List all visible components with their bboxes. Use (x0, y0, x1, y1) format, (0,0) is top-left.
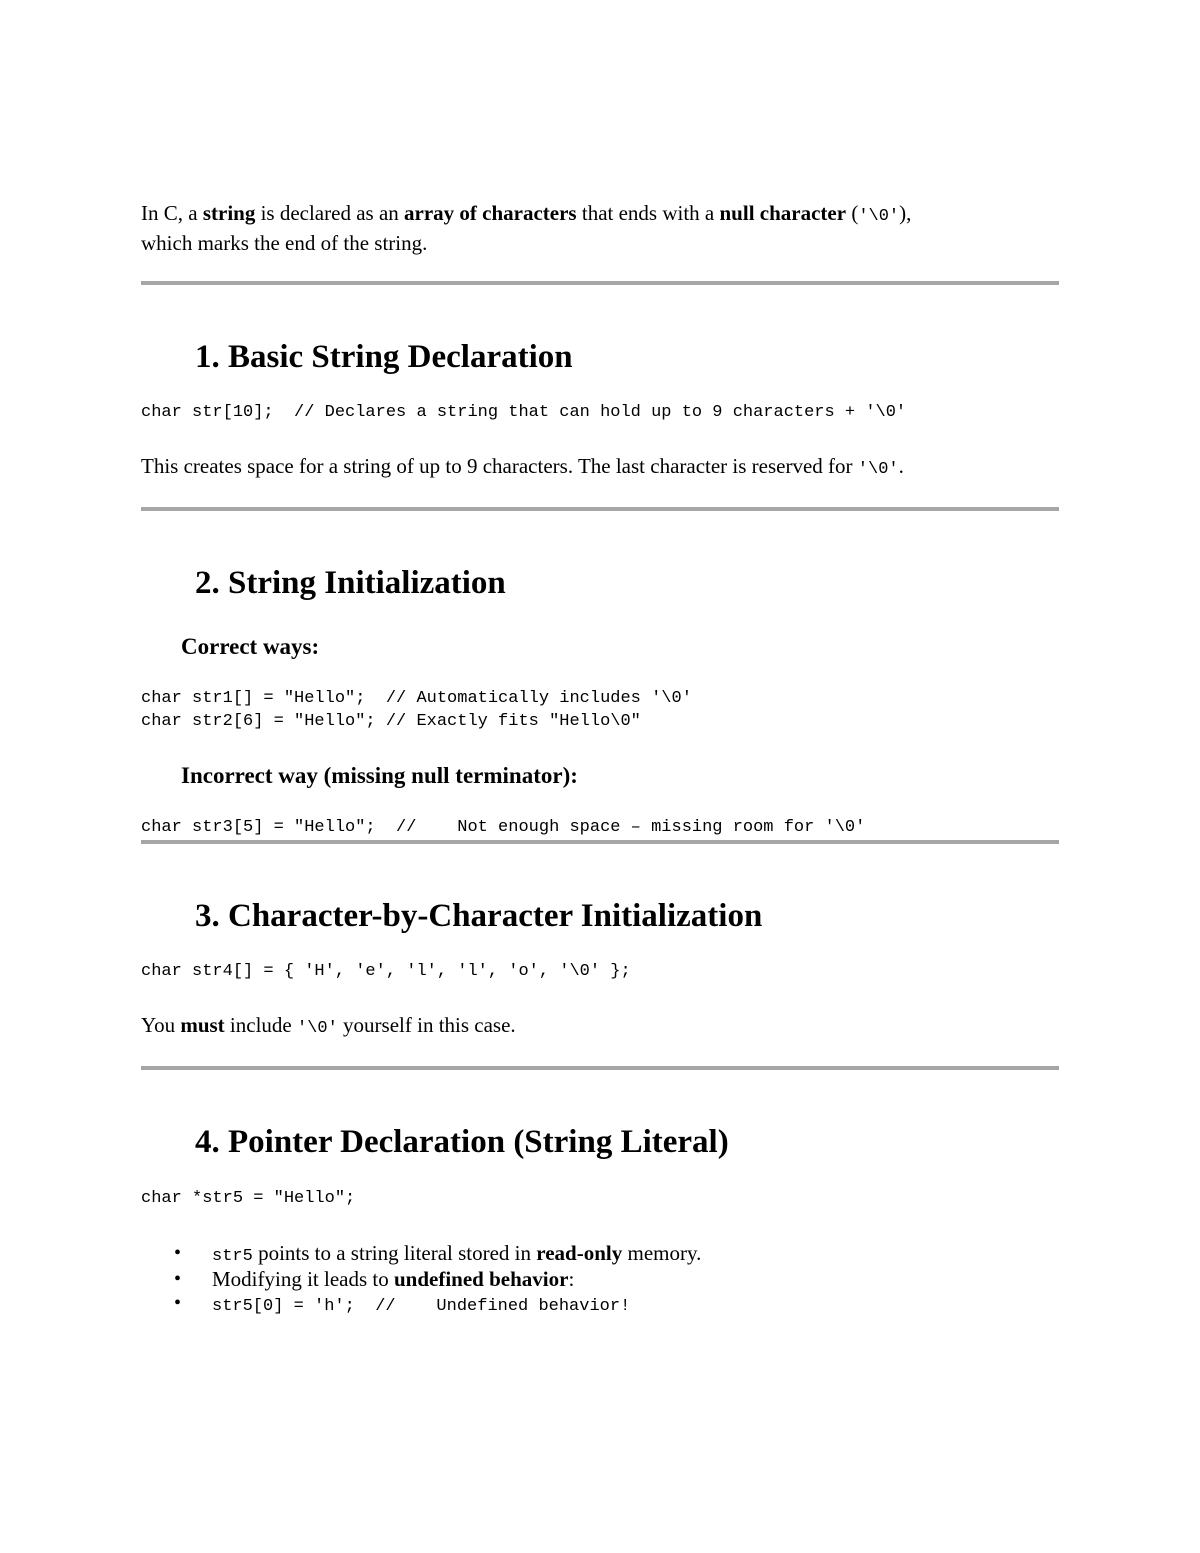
intro-text: is declared as an (255, 201, 405, 225)
section-4-bullet-list (141, 1240, 701, 1314)
paragraph-text: You (141, 1013, 181, 1037)
inline-code: str5 (212, 1247, 253, 1266)
list-text: Modifying it leads to (212, 1267, 394, 1291)
incorrect-way-code: char str3[5] = "Hello"; // Not enough space – missing room for '\0' (141, 818, 866, 837)
bullet-icon: • (174, 1242, 182, 1264)
inline-code: '\0' (857, 460, 899, 479)
paragraph-text: . (898, 454, 904, 478)
section-3-title: 3. Character-by-Character Initialization (195, 898, 763, 934)
list-item (141, 1266, 701, 1292)
section-3-code: char str4[] = { 'H', 'e', 'l', 'l', 'o', '\0' }; (141, 962, 631, 981)
intro-text: In C, a (141, 201, 203, 225)
intro-line-1 (141, 200, 911, 230)
intro-bold-array: array of characters (404, 201, 577, 225)
section-3-paragraph (141, 1012, 516, 1042)
paragraph-text: This creates space for a string of up to 9 characters. The last character is reserved for (141, 454, 858, 478)
section-4-code: char *str5 = "Hello"; (141, 1189, 356, 1208)
list-text: points to a string literal stored in (252, 1241, 537, 1265)
paragraph-text: include (224, 1013, 297, 1037)
section-divider (141, 1066, 1059, 1070)
section-1-paragraph (141, 453, 904, 483)
section-4-title: 4. Pointer Declaration (String Literal) (195, 1124, 729, 1160)
list-text: : (568, 1267, 575, 1291)
inline-code: '\0' (296, 1019, 338, 1038)
intro-bold-string: string (202, 201, 256, 225)
intro-text: ), (899, 201, 912, 225)
section-1-title: 1. Basic String Declaration (195, 339, 573, 375)
list-bold: read-only (536, 1241, 623, 1265)
intro-bold-null: null character (719, 201, 847, 225)
paragraph-bold: must (180, 1013, 225, 1037)
bullet-icon: • (174, 1292, 182, 1314)
section-2-title: 2. String Initialization (195, 565, 506, 601)
correct-ways-code (141, 687, 692, 733)
code-line: char str1[] = "Hello"; // Automatically includes '\0' (141, 689, 692, 708)
code-line: char str2[6] = "Hello"; // Exactly fits "Hello\0" (141, 712, 641, 731)
bullet-icon: • (174, 1268, 182, 1290)
intro-paragraph (141, 200, 911, 257)
incorrect-way-heading: Incorrect way (missing null terminator): (181, 763, 578, 788)
intro-text: that ends with a (576, 201, 720, 225)
section-1-code: char str[10]; // Declares a string that can hold up to 9 characters + '\0' (141, 403, 907, 422)
inline-code: str5[0] = 'h'; // Undefined behavior! (212, 1297, 631, 1316)
list-bold: undefined behavior (394, 1267, 569, 1291)
list-item (141, 1292, 701, 1314)
correct-ways-heading: Correct ways: (181, 634, 320, 659)
intro-text: ( (846, 201, 859, 225)
list-item (141, 1240, 701, 1266)
intro-inline-code: '\0' (858, 207, 900, 226)
paragraph-text: yourself in this case. (337, 1013, 516, 1037)
section-divider (141, 507, 1059, 511)
intro-line-2: which marks the end of the string. (141, 231, 428, 255)
list-text: memory. (622, 1241, 702, 1265)
section-divider (141, 840, 1059, 844)
section-divider (141, 281, 1059, 285)
